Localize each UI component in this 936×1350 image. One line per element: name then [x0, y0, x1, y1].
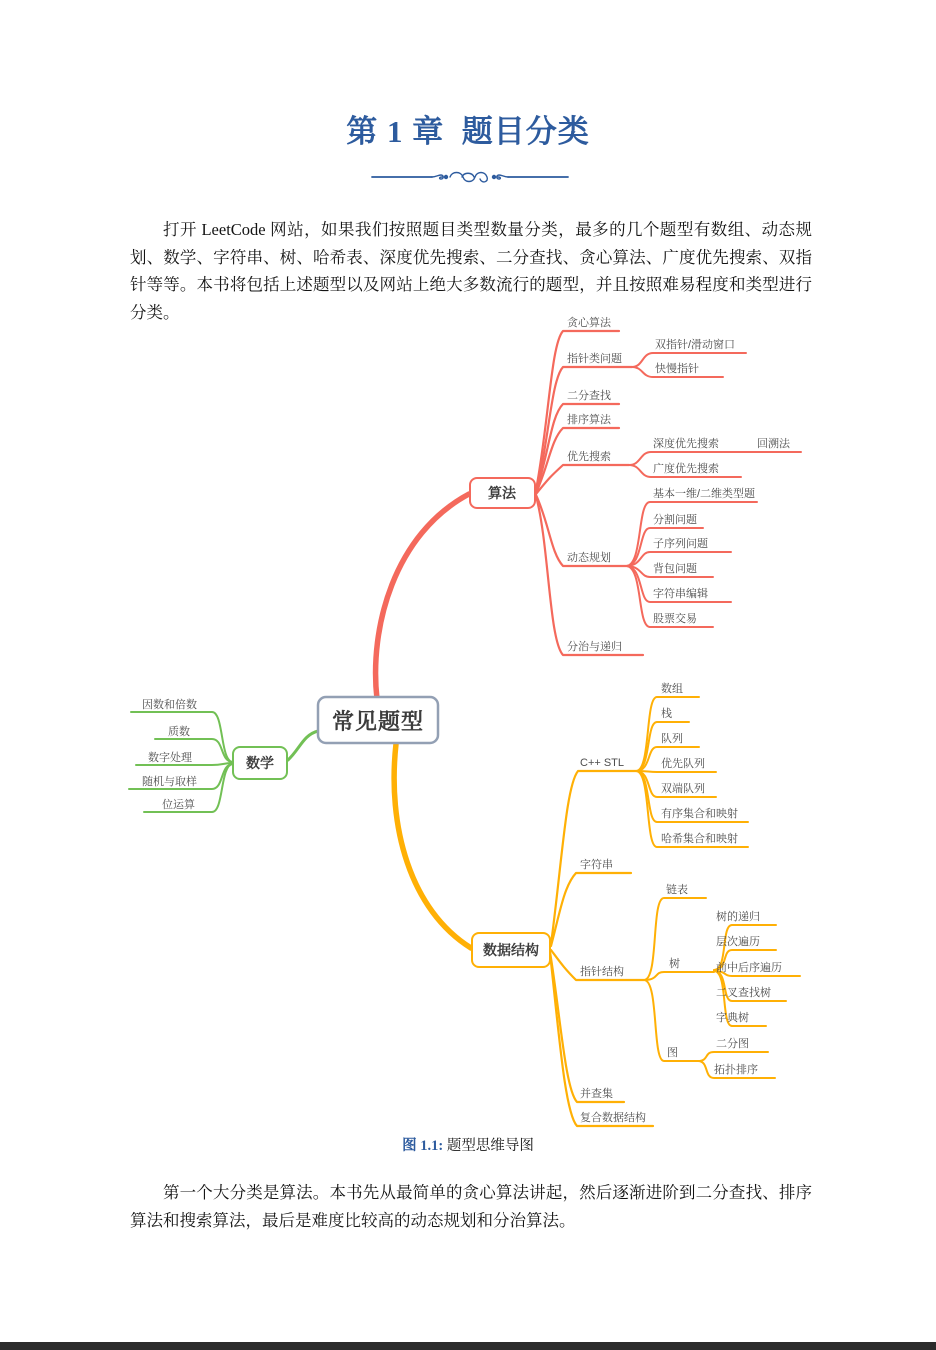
mindmap-node-dp-basic: 基本一维/二维类型题	[653, 488, 756, 500]
mindmap-node-stack: 栈	[661, 708, 672, 720]
mindmap-node-divide: 分治与递归	[567, 641, 622, 653]
mindmap-node-digits: 数字处理	[148, 752, 192, 764]
mindmap-node-sorting: 排序算法	[567, 414, 611, 426]
mindmap-node-dp-stock: 股票交易	[653, 613, 697, 625]
mindmap-node-dp-knapsack: 背包问题	[653, 563, 697, 575]
mindmap-node-graph: 图	[667, 1047, 678, 1059]
mindmap-node-backtrack: 回溯法	[757, 438, 790, 450]
mindmap-node-pointer-struct: 指针结构	[580, 966, 624, 978]
body-paragraph: 第一个大分类是算法。本书先从最简单的贪心算法讲起，然后逐渐进阶到二分查找、排序算法和搜索算法，最后是难度比较高的动态规划和分治算法。	[130, 1183, 812, 1230]
mindmap-node-bipartite: 二分图	[716, 1038, 749, 1050]
mindmap-node-linkedlist: 链表	[666, 884, 688, 896]
mindmap-node-pointer: 指针类问题	[567, 353, 622, 365]
mindmap-node-deque: 双端队列	[661, 783, 705, 795]
mindmap-node-math: 数学	[246, 755, 274, 771]
mindmap-node-data-structure: 数据结构	[483, 942, 539, 958]
mindmap-node-stl: C++ STL	[580, 757, 625, 769]
mindmap-node-queue: 队列	[661, 733, 683, 745]
mindmap-node-tree: 树	[669, 958, 680, 970]
figure-caption	[0, 1134, 936, 1155]
mindmap-node-dfs: 深度优先搜索	[653, 438, 719, 450]
mindmap-node-algorithm: 算法	[488, 485, 516, 501]
mindmap-node-factors: 因数和倍数	[142, 699, 197, 711]
mindmap-node-array: 数组	[661, 683, 683, 695]
mindmap-node-greedy: 贪心算法	[567, 317, 611, 329]
figure-caption-label: 图 1.1:	[402, 1138, 444, 1154]
mindmap-node-trie: 字典树	[716, 1012, 749, 1024]
mindmap-node-labels	[142, 315, 791, 1124]
mindmap-node-dp-edit: 字符串编辑	[653, 588, 708, 600]
mindmap-node-bst: 二叉查找树	[716, 987, 771, 999]
mindmap-node-priority-queue: 优先队列	[661, 758, 705, 770]
mindmap-node-dp-split: 分割问题	[653, 514, 697, 526]
intro-paragraph: 打开 LeetCode 网站，如果我们按照题目类型数量分类，最多的几个题型有数组、动态规划、数学、字符串、树、哈希表、深度优先搜索、二分查找、贪心算法、广度优先搜索、双指针等等。本书将包括上述题型以及网站上绝大多数流行的题型，并且按照难易程度和类型进行分类。	[130, 220, 812, 322]
mindmap-node-search: 优先搜索	[567, 451, 611, 463]
mindmap-node-fast-slow: 快慢指针	[655, 363, 699, 375]
mindmap-node-dp: 动态规划	[567, 552, 611, 564]
mindmap-node-random: 随机与取样	[142, 776, 197, 788]
mindmap-node-traversal: 前中后序遍历	[716, 962, 782, 974]
mindmap-node-ordered-set-map: 有序集合和映射	[661, 808, 738, 820]
mindmap-node-binary-search: 二分查找	[567, 390, 611, 402]
figure-caption-text: 题型思维导图	[443, 1138, 534, 1154]
bottom-bar	[0, 1342, 936, 1350]
mindmap-node-level-order: 层次遍历	[716, 936, 760, 948]
mindmap-node-two-pointer: 双指针/滑动窗口	[655, 339, 736, 351]
mindmap-node-bfs: 广度优先搜索	[653, 463, 719, 475]
mindmap-node-primes: 质数	[168, 726, 190, 738]
chapter-title: 第 1 章 题目分类	[346, 114, 590, 149]
mindmap-node-dp-subseq: 子序列问题	[653, 538, 708, 550]
mindmap-node-unionfind: 并查集	[580, 1088, 613, 1100]
mindmap-node-hash-set-map: 哈希集合和映射	[661, 833, 738, 845]
mindmap-node-composite: 复合数据结构	[580, 1112, 646, 1124]
mindmap-node-topo: 拓扑排序	[714, 1064, 758, 1076]
mindmap-node-bitops: 位运算	[162, 799, 195, 811]
mindmap-node-string: 字符串	[580, 859, 613, 871]
mindmap-node-center: 常见题型	[331, 709, 425, 734]
mindmap-node-tree-recur: 树的递归	[716, 911, 760, 923]
